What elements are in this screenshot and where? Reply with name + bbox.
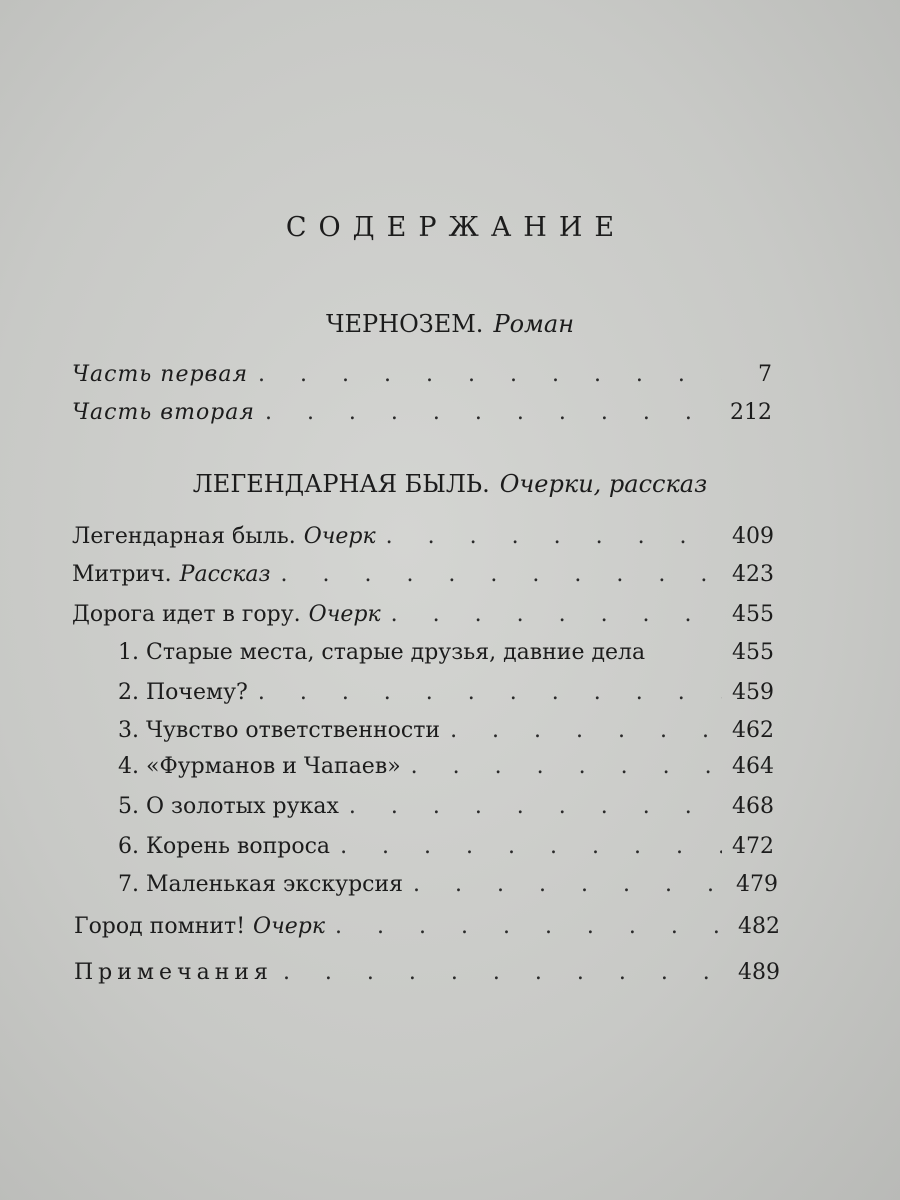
- toc-entry-title: 7. Маленькая экскурсия: [118, 872, 404, 897]
- toc-entry[interactable]: [72, 362, 772, 396]
- toc-page-number: 455: [732, 602, 774, 627]
- toc-entry-title: Легендарная быль. Очерк: [72, 524, 376, 549]
- toc-entry-title: Часть первая: [72, 362, 249, 387]
- toc-page-number: 479: [736, 872, 778, 897]
- section-heading-legendary: [0, 470, 900, 498]
- toc-subentry[interactable]: [118, 640, 774, 674]
- toc-leader-dots: [280, 562, 722, 587]
- toc-leader-dots: [258, 362, 722, 387]
- toc-entry-title: Примечания: [74, 960, 273, 985]
- toc-leader-dots: [413, 872, 726, 897]
- toc-page-number: 455: [732, 640, 774, 665]
- toc-subentry[interactable]: [118, 834, 774, 868]
- toc-page-number: 459: [732, 680, 774, 705]
- toc-subentry[interactable]: [118, 680, 774, 714]
- section-heading-chernozem: [0, 310, 900, 338]
- toc-leader-dots: [258, 680, 722, 705]
- toc-entry[interactable]: [74, 960, 780, 994]
- toc-leader-dots: [283, 960, 728, 985]
- toc-leader-dots: [335, 914, 728, 939]
- toc-leader-dots: [411, 754, 722, 779]
- toc-subentry[interactable]: [118, 794, 774, 828]
- toc-leader-dots: [349, 794, 722, 819]
- toc-page-number: 7: [758, 362, 772, 387]
- toc-entry[interactable]: [72, 524, 774, 558]
- toc-entry[interactable]: [72, 602, 774, 636]
- toc-entry-genre: Очерк: [253, 914, 326, 939]
- toc-page-number: 409: [732, 524, 774, 549]
- toc-entry-title: 2. Почему?: [118, 680, 248, 705]
- toc-page-number: 468: [732, 794, 774, 819]
- toc-entry-title: Дорога идет в гору. Очерк: [72, 602, 381, 627]
- toc-entry-title: 5. О золотых руках: [118, 794, 339, 819]
- toc-page-number: 489: [738, 960, 780, 985]
- toc-page-number: 423: [732, 562, 774, 587]
- toc-entry-genre: Очерк: [303, 524, 376, 549]
- toc-entry-title: 6. Корень вопроса: [118, 834, 331, 859]
- toc-entry-genre: Рассказ: [179, 562, 271, 587]
- contents-title: СОДЕРЖАНИЕ: [285, 212, 627, 243]
- toc-page-number: 482: [738, 914, 780, 939]
- toc-entry-title: Митрич. Рассказ: [72, 562, 271, 587]
- toc-entry[interactable]: [72, 400, 772, 434]
- toc-leader-dots: [340, 834, 722, 859]
- toc-leader-dots: [265, 400, 720, 425]
- toc-leader-dots: [386, 524, 722, 549]
- toc-entry-title: 3. Чувство ответственности: [118, 718, 441, 743]
- section-genre: Очерки, рассказ: [499, 470, 708, 498]
- section-title: ЧЕРНОЗЕМ.: [325, 310, 484, 338]
- section-title: ЛЕГЕНДАРНАЯ БЫЛЬ.: [192, 470, 490, 498]
- section-genre: Роман: [493, 310, 575, 338]
- toc-leader-dots: [391, 602, 722, 627]
- toc-subentry[interactable]: [118, 754, 774, 788]
- toc-page-number: 464: [732, 754, 774, 779]
- toc-entry-title: Часть вторая: [72, 400, 255, 425]
- toc-page-number: 462: [732, 718, 774, 743]
- toc-entry[interactable]: [74, 914, 780, 948]
- toc-page-number: 212: [730, 400, 772, 425]
- toc-entry-title: 4. «Фурманов и Чапаев»: [118, 754, 401, 779]
- toc-subentry[interactable]: [118, 718, 774, 752]
- toc-entry[interactable]: [72, 562, 774, 596]
- toc-entry-title: 1. Старые места, старые друзья, давние дела: [118, 640, 646, 665]
- toc-subentry[interactable]: [118, 872, 778, 906]
- toc-leader-dots: [450, 718, 722, 743]
- toc-entry-genre: Очерк: [308, 602, 381, 627]
- toc-page-number: 472: [732, 834, 774, 859]
- toc-entry-title: Город помнит! Очерк: [74, 914, 326, 939]
